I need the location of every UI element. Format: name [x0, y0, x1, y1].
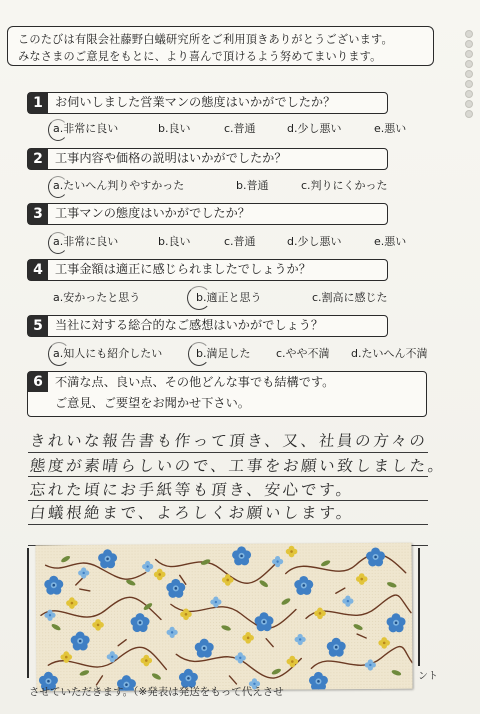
question-3-box: [27, 203, 388, 225]
footer-text: させていただきます。（※発表は発送をもって代えさせ: [29, 686, 284, 698]
question-6-box: [27, 371, 427, 417]
question-text: 当社に対する総合的なご感想はいかがでしょう？: [55, 318, 324, 332]
comment-line-2: 態度が素晴らしいので、工事をお願い致しました。: [28, 457, 447, 475]
option-a[interactable]: a.たいへん判りやすかった: [53, 179, 185, 192]
question-3-options: [0, 234, 480, 252]
question-5-options: [0, 346, 480, 364]
option-d[interactable]: d.少し悪い: [287, 235, 342, 248]
question-number: 1: [28, 93, 48, 113]
question-1-options: [0, 121, 480, 139]
question-4-options: [0, 290, 480, 308]
option-b[interactable]: b.良い: [158, 235, 191, 248]
question-5-box: [27, 315, 388, 337]
option-a[interactable]: a.非常に良い: [53, 235, 119, 248]
question-1-box: [27, 92, 388, 114]
ruled-line: [28, 476, 428, 477]
option-b[interactable]: b.適正と思う: [196, 291, 262, 304]
option-c[interactable]: c.判りにくかった: [301, 179, 388, 192]
option-d[interactable]: d.たいへん不満: [351, 347, 428, 360]
question-text: 工事内容や価格の説明はいかがでしたか？: [55, 151, 287, 165]
ruled-line: [28, 524, 428, 525]
selection-circle: [48, 119, 68, 141]
intro-line-1: このたびは有限会社藤野白蟻研究所をご利用頂きありがとうございます。: [18, 33, 393, 46]
question-text: 工事金額は適正に感じられましたでしょうか？: [55, 262, 311, 276]
question-2-options: [0, 178, 480, 196]
question-text: 工事マンの態度はいかがでしたか？: [55, 206, 250, 220]
ruled-line: [28, 452, 428, 453]
comment-line-3: 忘れた頃にお手紙等も頂き、安心です。: [28, 481, 355, 499]
option-e[interactable]: e.悪い: [374, 122, 407, 135]
option-c[interactable]: c.普通: [224, 235, 256, 248]
question-number: 5: [28, 316, 48, 336]
intro-line-2: みなさまのご意見をもとに、より喜んで頂けるよう努めてまいります。: [18, 50, 382, 63]
option-c[interactable]: c.普通: [224, 122, 256, 135]
question-4-box: [27, 259, 388, 281]
option-c[interactable]: c.割高に感じた: [312, 291, 388, 304]
floral-fabric-cover: [35, 543, 412, 692]
question-number: 6: [28, 372, 48, 392]
comment-line-4: 白蟻根絶まで、よろしくお願いします。: [28, 504, 356, 522]
question-number: 4: [28, 260, 48, 280]
comment-line-1: きれいな報告書も作って頂き、又、社員の方々の: [28, 432, 429, 450]
option-c[interactable]: c.やや不満: [276, 347, 330, 360]
question-text-2: ご意見、ご要望をお聞かせ下さい。: [55, 396, 250, 410]
option-b[interactable]: b.普通: [236, 179, 269, 192]
question-text: 不満な点、良い点、その他どんな事でも結構です。: [55, 375, 335, 389]
option-e[interactable]: e.悪い: [374, 235, 407, 248]
selection-circle: [187, 286, 211, 310]
binding-holes: [463, 30, 475, 120]
footer-text-right: ント: [418, 671, 438, 682]
selection-circle: [188, 342, 210, 366]
option-b[interactable]: b.良い: [158, 122, 191, 135]
selection-circle: [48, 342, 70, 366]
selection-circle: [48, 176, 68, 198]
option-a[interactable]: a.安かったと思う: [53, 291, 141, 304]
frame-left: [27, 548, 29, 678]
option-b[interactable]: b.満足した: [196, 347, 251, 360]
question-text: お伺いしました営業マンの態度はいかがでしたか？: [55, 95, 336, 109]
option-a[interactable]: a.知人にも紹介したい: [53, 347, 163, 360]
selection-circle: [48, 232, 68, 254]
question-number: 2: [28, 149, 48, 169]
question-number: 3: [28, 204, 48, 224]
question-2-box: [27, 148, 388, 170]
option-a[interactable]: a.非常に良い: [53, 122, 119, 135]
frame-right: [418, 548, 420, 666]
intro-box: [7, 26, 434, 66]
option-d[interactable]: d.少し悪い: [287, 122, 342, 135]
